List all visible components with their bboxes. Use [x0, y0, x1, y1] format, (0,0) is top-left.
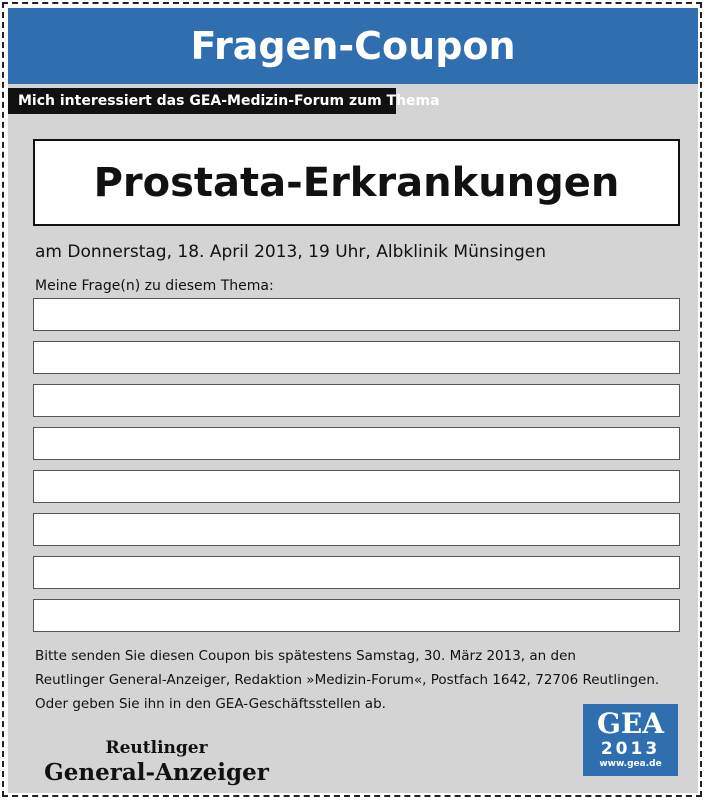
- question-line-4[interactable]: [33, 427, 680, 460]
- note-line-3: Oder geben Sie ihn in den GEA-Geschäftsstellen ab.: [35, 696, 386, 712]
- newspaper-logo: [44, 738, 269, 788]
- question-line-2[interactable]: [33, 341, 680, 374]
- coupon: [2, 2, 702, 797]
- topic-title: Prostata-Erkrankungen: [33, 139, 680, 226]
- question-line-8[interactable]: [33, 599, 680, 632]
- logo-line-2: General-Anzeiger: [44, 759, 269, 786]
- question-label: Meine Frage(n) zu diesem Thema:: [35, 278, 274, 294]
- gea-badge: [583, 704, 678, 776]
- badge-year: 2013: [600, 739, 661, 759]
- coupon-title: Fragen-Coupon: [8, 8, 698, 84]
- coupon-panel: [8, 84, 698, 793]
- logo-line-1: Reutlinger: [105, 738, 208, 758]
- badge-name: GEA: [597, 707, 664, 740]
- question-line-7[interactable]: [33, 556, 680, 589]
- badge-url: www.gea.de: [599, 759, 662, 769]
- question-line-1[interactable]: [33, 298, 680, 331]
- note-line-2: Reutlinger General-Anzeiger, Redaktion »Medizin-Forum«, Postfach 1642, 72706 Reutlingen.: [35, 672, 660, 688]
- event-info: am Donnerstag, 18. April 2013, 19 Uhr, Albklinik Münsingen: [35, 242, 547, 262]
- question-line-3[interactable]: [33, 384, 680, 417]
- question-line-5[interactable]: [33, 470, 680, 503]
- subtitle-bar: Mich interessiert das GEA-Medizin-Forum zum Thema: [8, 88, 396, 114]
- question-line-6[interactable]: [33, 513, 680, 546]
- note-line-1: Bitte senden Sie diesen Coupon bis spätestens Samstag, 30. März 2013, an den: [35, 648, 576, 664]
